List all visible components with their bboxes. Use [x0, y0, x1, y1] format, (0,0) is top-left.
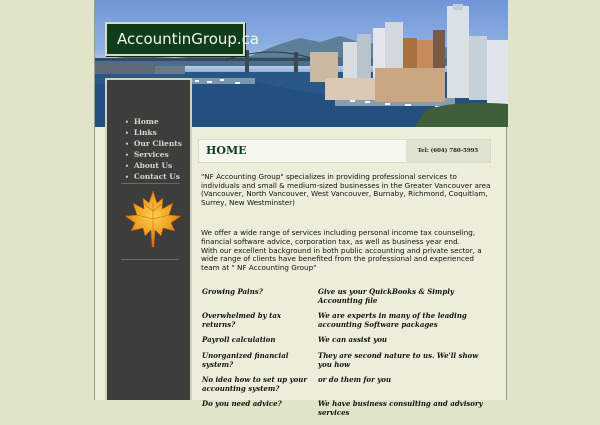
- nav-item-home[interactable]: [125, 117, 182, 128]
- question-cell: Growing Pains?: [202, 287, 263, 296]
- bullet-icon: •: [125, 152, 129, 159]
- nav-item-about-us[interactable]: [125, 161, 182, 172]
- question-cell: Do you need advice?: [202, 399, 282, 409]
- nav-item-label: Home: [133, 117, 159, 126]
- nav-item-label: Our Clients: [133, 139, 182, 148]
- nav-item-label: About Us: [133, 161, 173, 170]
- question-cell: Unorganized financial system?: [202, 350, 289, 369]
- question-cell: Payroll calculation: [202, 335, 276, 345]
- nav-item-contact-us[interactable]: [125, 172, 182, 183]
- bullet-icon: •: [125, 141, 129, 148]
- nav-item-links[interactable]: [125, 128, 182, 139]
- bullet-icon: •: [125, 163, 129, 170]
- page-header: [198, 139, 491, 163]
- main-nav: [125, 117, 182, 183]
- table-row: [202, 352, 492, 369]
- intro-paragraph: With our excellent background in both public accounting and private sector, a wide range of clients have benefited from the professional and experienced team at " NF Accounting Group": [201, 245, 482, 272]
- sidebar-divider: [121, 259, 179, 260]
- answer-cell: We can assist you: [318, 335, 388, 345]
- table-row: [202, 288, 492, 305]
- nav-item-services[interactable]: [125, 150, 182, 161]
- answer-cell: or do them for you: [318, 375, 392, 385]
- intro-text: [201, 173, 493, 272]
- services-qa-table: [202, 288, 492, 425]
- site-logo[interactable]: AccountinGroup.ca: [105, 22, 245, 56]
- maple-leaf-icon: [123, 189, 183, 253]
- page-title: HOME: [206, 144, 247, 157]
- answer-cell: They are second nature to us. We'll show you how: [318, 350, 479, 369]
- nav-item-label: Links: [133, 128, 157, 137]
- bullet-icon: •: [125, 130, 129, 137]
- phone-number: Tel: (604) 780-5995: [406, 140, 490, 162]
- nav-item-our-clients[interactable]: [125, 139, 182, 150]
- sidebar: [105, 78, 192, 400]
- page-frame: [94, 0, 507, 417]
- answer-cell: We are experts in many of the leading accounting Software packages: [318, 311, 467, 329]
- answer-cell: We have business consulting and advisory services: [318, 399, 483, 417]
- question-cell: No idea how to set up your accounting system?: [202, 375, 308, 393]
- bullet-icon: •: [125, 174, 129, 181]
- intro-paragraph: "NF Accounting Group" specializes in providing professional services to individuals and small & medium-sized businesses in the Greater Vancouver area (Vancouver, North Vancouver, West Vancouver, Burnaby, Richmond, Coquitlam, Surrey, New Westminster): [201, 172, 491, 207]
- table-row: [202, 336, 492, 345]
- sidebar-divider: [121, 183, 179, 184]
- table-row: [202, 376, 492, 393]
- intro-paragraph: We offer a wide range of services including personal income tax counseling, financial software advice, corporation tax, as well as business year end.: [201, 228, 476, 246]
- answer-cell: Give us your QuickBooks & Simply Accounting file: [318, 287, 454, 305]
- table-row: [202, 400, 492, 417]
- question-cell: Overwhelmed by tax returns?: [202, 311, 282, 329]
- table-row: [202, 312, 492, 329]
- bullet-icon: •: [125, 119, 129, 126]
- nav-item-label: Contact Us: [133, 172, 180, 181]
- nav-item-label: Services: [133, 150, 169, 159]
